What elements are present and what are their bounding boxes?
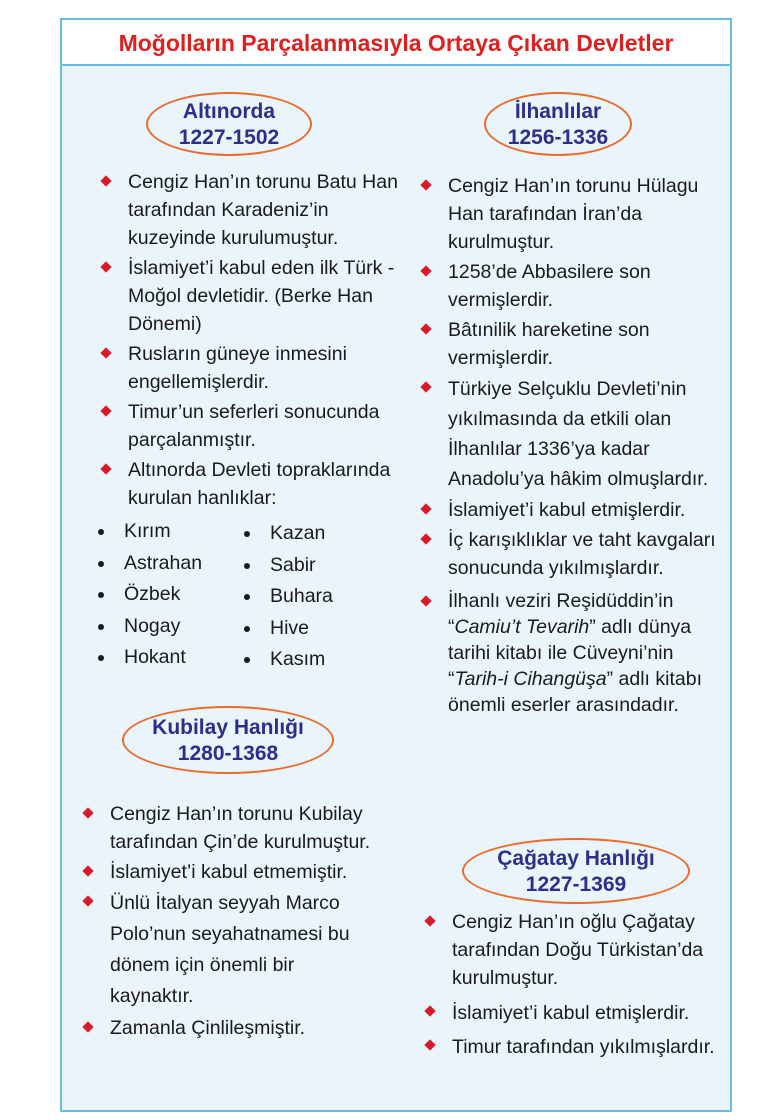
diamond-bullet-icon [100, 261, 111, 272]
book-title: Camiu’t Tevarih [454, 616, 590, 638]
diamond-bullet-icon [100, 463, 111, 474]
diamond-bullet-icon [420, 323, 431, 334]
list-item: İç karışıklıklar ve taht kavgaları sonucunda yıkılmışlardır. [420, 526, 726, 582]
altinorda-name: Altınorda [182, 100, 276, 123]
dot-bullet-icon [98, 561, 104, 567]
diamond-bullet-icon [82, 807, 93, 818]
dot-bullet-icon [244, 626, 250, 632]
diamond-bullet-icon [100, 347, 111, 358]
list-item: İslamiyet’i kabul etmemiştir. [82, 858, 372, 886]
ilhanlilar-years: 1256-1336 [507, 126, 609, 149]
list-item: Buhara [242, 581, 382, 613]
dot-bullet-icon [98, 592, 104, 598]
list-item: İslamiyet’i kabul etmişlerdir. [424, 998, 724, 1028]
list-item: Hokant [96, 642, 236, 674]
list-item: Türkiye Selçuklu Devleti’nin yıkılmasında da etkili olan İlhanlılar 1336’ya kadar Anadolu’ya hâkim olmuşlardır. [420, 374, 726, 494]
kubilay-name: Kubilay Hanlığı [152, 716, 304, 739]
list-item: Hive [242, 613, 382, 645]
diamond-bullet-icon [82, 1021, 93, 1032]
cagatay-name: Çağatay Hanlığı [497, 847, 655, 870]
ilhanlilar-heading [484, 92, 632, 156]
dot-bullet-icon [244, 594, 250, 600]
list-item: Nogay [96, 611, 236, 643]
list-item: Zamanla Çinlileşmiştir. [82, 1014, 372, 1042]
diamond-bullet-icon [100, 405, 111, 416]
cagatay-heading [462, 838, 690, 904]
list-item: İslamiyet’i kabul etmişlerdir. [420, 496, 726, 524]
altinorda-list [100, 168, 410, 514]
dot-bullet-icon [244, 657, 250, 663]
diamond-bullet-icon [424, 1005, 435, 1016]
diamond-bullet-icon [420, 503, 431, 514]
diamond-bullet-icon [424, 915, 435, 926]
list-item: Cengiz Han’ın oğlu Çağatay tarafından Doğu Türkistan’da kurulmuştur. [424, 908, 724, 992]
diamond-bullet-icon [100, 175, 111, 186]
list-item: Astrahan [96, 548, 236, 580]
diamond-bullet-icon [420, 381, 431, 392]
list-item: 1258’de Abbasilere son vermişlerdir. [420, 258, 726, 314]
list-item: Kasım [242, 644, 382, 676]
list-item: Cengiz Han’ın torunu Hülagu Han tarafından İran’da kurulmuştur. [420, 172, 726, 256]
list-item: Özbek [96, 579, 236, 611]
list-item: Rusların güneye inmesini engellemişlerdir. [100, 340, 410, 396]
khanates-left-list [96, 516, 236, 674]
list-item: Cengiz Han’ın torunu Batu Han tarafından Karadeniz’in kuzeyinde kurulumuştur. [100, 168, 410, 252]
list-item: Timur tarafından yıkılmışlardır. [424, 1032, 724, 1062]
dot-bullet-icon [98, 529, 104, 535]
diamond-bullet-icon [82, 865, 93, 876]
list-item: Bâtınilik hareketine son vermişlerdir. [420, 316, 726, 372]
altinorda-heading [146, 92, 312, 156]
kubilay-list [82, 800, 372, 1044]
diamond-bullet-icon [420, 533, 431, 544]
list-item: İlhanlı veziri Reşidüddin’in “Camiu’t Tevarih” adlı dünya tarihi kitabı ile Cüveyni’nin “Tarih-i Cihangüşa” adlı kitabı önemli eserler arasındadır. [420, 588, 726, 718]
diamond-bullet-icon [420, 179, 431, 190]
list-item: İslamiyet’i kabul eden ilk Türk - Moğol devletidir. (Berke Han Dönemi) [100, 254, 410, 338]
list-item: Kazan [242, 518, 382, 550]
cagatay-list [424, 908, 724, 1064]
book-title: Tarih-i Cihangüşa [454, 668, 607, 690]
list-item: Timur’un seferleri sonucunda parçalanmıştır. [100, 398, 410, 454]
diamond-bullet-icon [82, 895, 93, 906]
ilhanlilar-list [420, 172, 726, 720]
dot-bullet-icon [244, 563, 250, 569]
diamond-bullet-icon [420, 595, 431, 606]
cagatay-years: 1227-1369 [525, 873, 627, 896]
kubilay-heading [122, 706, 334, 774]
dot-bullet-icon [98, 655, 104, 661]
dot-bullet-icon [98, 624, 104, 630]
khanates-right-list [242, 518, 382, 676]
ilhanlilar-name: İlhanlılar [514, 100, 602, 123]
info-card [60, 18, 732, 1112]
list-item: Cengiz Han’ın torunu Kubilay tarafından Çin’de kurulmuştur. [82, 800, 372, 856]
page-title: Moğolların Parçalanmasıyla Ortaya Çıkan Devletler [62, 20, 730, 66]
diamond-bullet-icon [424, 1039, 435, 1050]
list-item: Ünlü İtalyan seyyah Marco Polo’nun seyahatnamesi bu dönem için önemli bir kaynaktır. [82, 888, 372, 1012]
list-item: Altınorda Devleti topraklarında kurulan hanlıklar: [100, 456, 410, 512]
altinorda-years: 1227-1502 [178, 126, 280, 149]
list-item: Sabir [242, 550, 382, 582]
list-item: Kırım [96, 516, 236, 548]
dot-bullet-icon [244, 531, 250, 537]
diamond-bullet-icon [420, 265, 431, 276]
kubilay-years: 1280-1368 [177, 742, 279, 765]
